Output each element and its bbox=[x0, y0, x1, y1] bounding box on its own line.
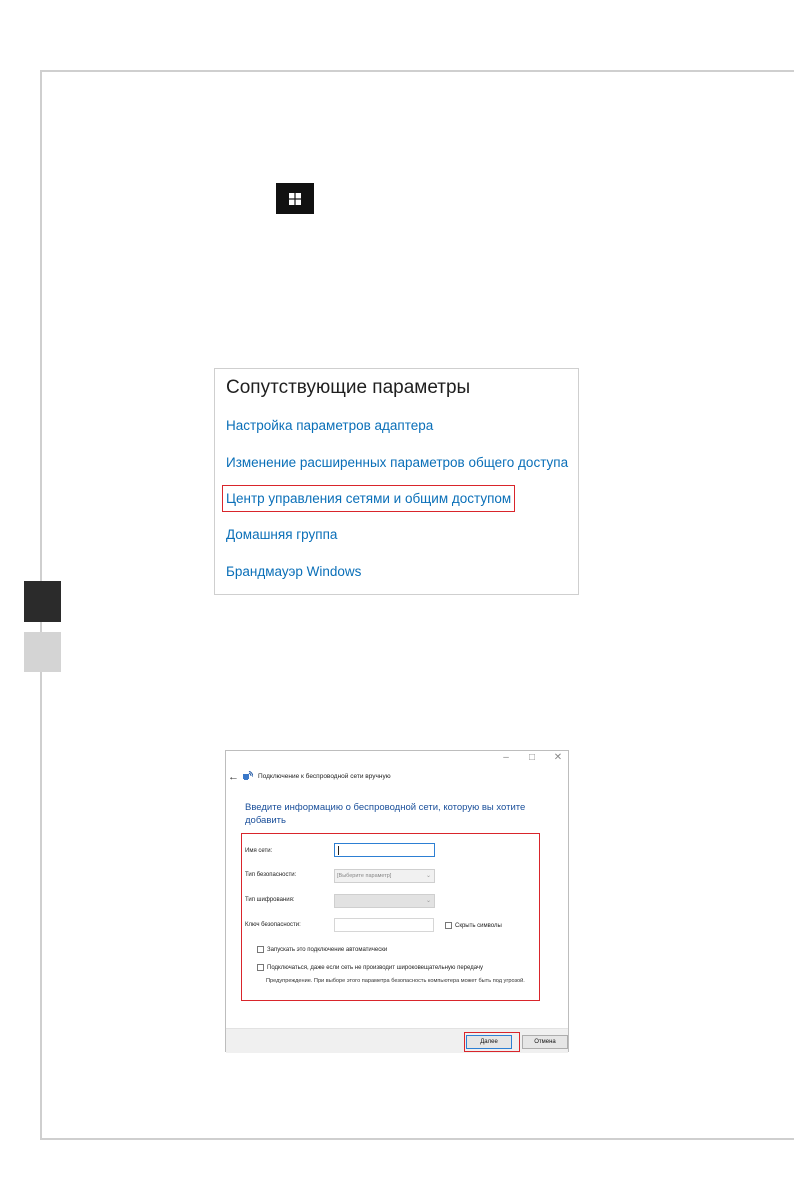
text-caret bbox=[338, 846, 339, 855]
cancel-button[interactable]: Отмена bbox=[522, 1035, 568, 1049]
chevron-down-icon: ⌄ bbox=[425, 873, 431, 879]
highlight-next-button bbox=[464, 1032, 520, 1052]
minimize-button[interactable]: – bbox=[503, 752, 509, 763]
auto-start-checkbox[interactable] bbox=[257, 946, 264, 953]
auto-start-label: Запускать это подключение автоматически bbox=[267, 947, 388, 953]
close-button[interactable]: ✕ bbox=[553, 752, 563, 763]
encryption-type-label: Тип шифрования: bbox=[245, 897, 295, 903]
wireless-connect-dialog bbox=[225, 750, 569, 1052]
link-adapter-settings[interactable]: Настройка параметров адаптера bbox=[226, 418, 434, 433]
hide-chars-checkbox[interactable] bbox=[445, 922, 452, 929]
chapter-tab-light bbox=[24, 632, 61, 672]
related-settings-panel bbox=[214, 368, 579, 595]
hide-chars-label: Скрыть символы bbox=[455, 923, 502, 929]
maximize-button[interactable]: □ bbox=[528, 752, 536, 763]
warning-text: Предупреждение. При выборе этого параметра безопасность компьютера может быть под угрозой. bbox=[266, 978, 525, 984]
security-type-select[interactable] bbox=[334, 869, 435, 883]
encryption-type-select[interactable] bbox=[334, 894, 435, 908]
related-settings-title: Сопутствующие параметры bbox=[226, 377, 471, 398]
security-type-label: Тип безопасности: bbox=[245, 872, 297, 878]
form-highlight-box bbox=[241, 833, 540, 1001]
link-advanced-sharing[interactable]: Изменение расширенных параметров общего доступа bbox=[226, 455, 569, 470]
wireless-network-icon bbox=[243, 771, 253, 780]
link-windows-firewall[interactable]: Брандмауэр Windows bbox=[226, 564, 362, 579]
windows-key-icon bbox=[276, 183, 314, 214]
window-controls bbox=[500, 752, 564, 764]
network-name-label: Имя сети: bbox=[245, 848, 273, 854]
link-network-sharing-center[interactable]: Центр управления сетями и общим доступом bbox=[226, 491, 512, 506]
connect-hidden-label: Подключаться, даже если сеть не производит широковещательную передачу bbox=[267, 965, 484, 971]
dialog-title: Подключение к беспроводной сети вручную bbox=[258, 773, 391, 780]
security-type-value: [Выберите параметр] bbox=[337, 873, 392, 879]
security-key-input[interactable] bbox=[334, 918, 434, 932]
next-button[interactable]: Далее bbox=[466, 1035, 512, 1049]
connect-hidden-checkbox[interactable] bbox=[257, 964, 264, 971]
back-arrow-icon[interactable]: ← bbox=[228, 771, 239, 783]
chapter-tab-dark bbox=[24, 581, 61, 622]
link-homegroup[interactable]: Домашняя группа bbox=[226, 527, 338, 542]
highlight-network-sharing-center bbox=[222, 485, 515, 512]
chevron-down-icon: ⌄ bbox=[425, 898, 431, 904]
dialog-heading: Введите информацию о беспроводной сети, которую вы хотите добавить bbox=[245, 802, 526, 826]
security-key-label: Ключ безопасности: bbox=[245, 922, 301, 928]
network-name-input[interactable] bbox=[334, 843, 435, 857]
